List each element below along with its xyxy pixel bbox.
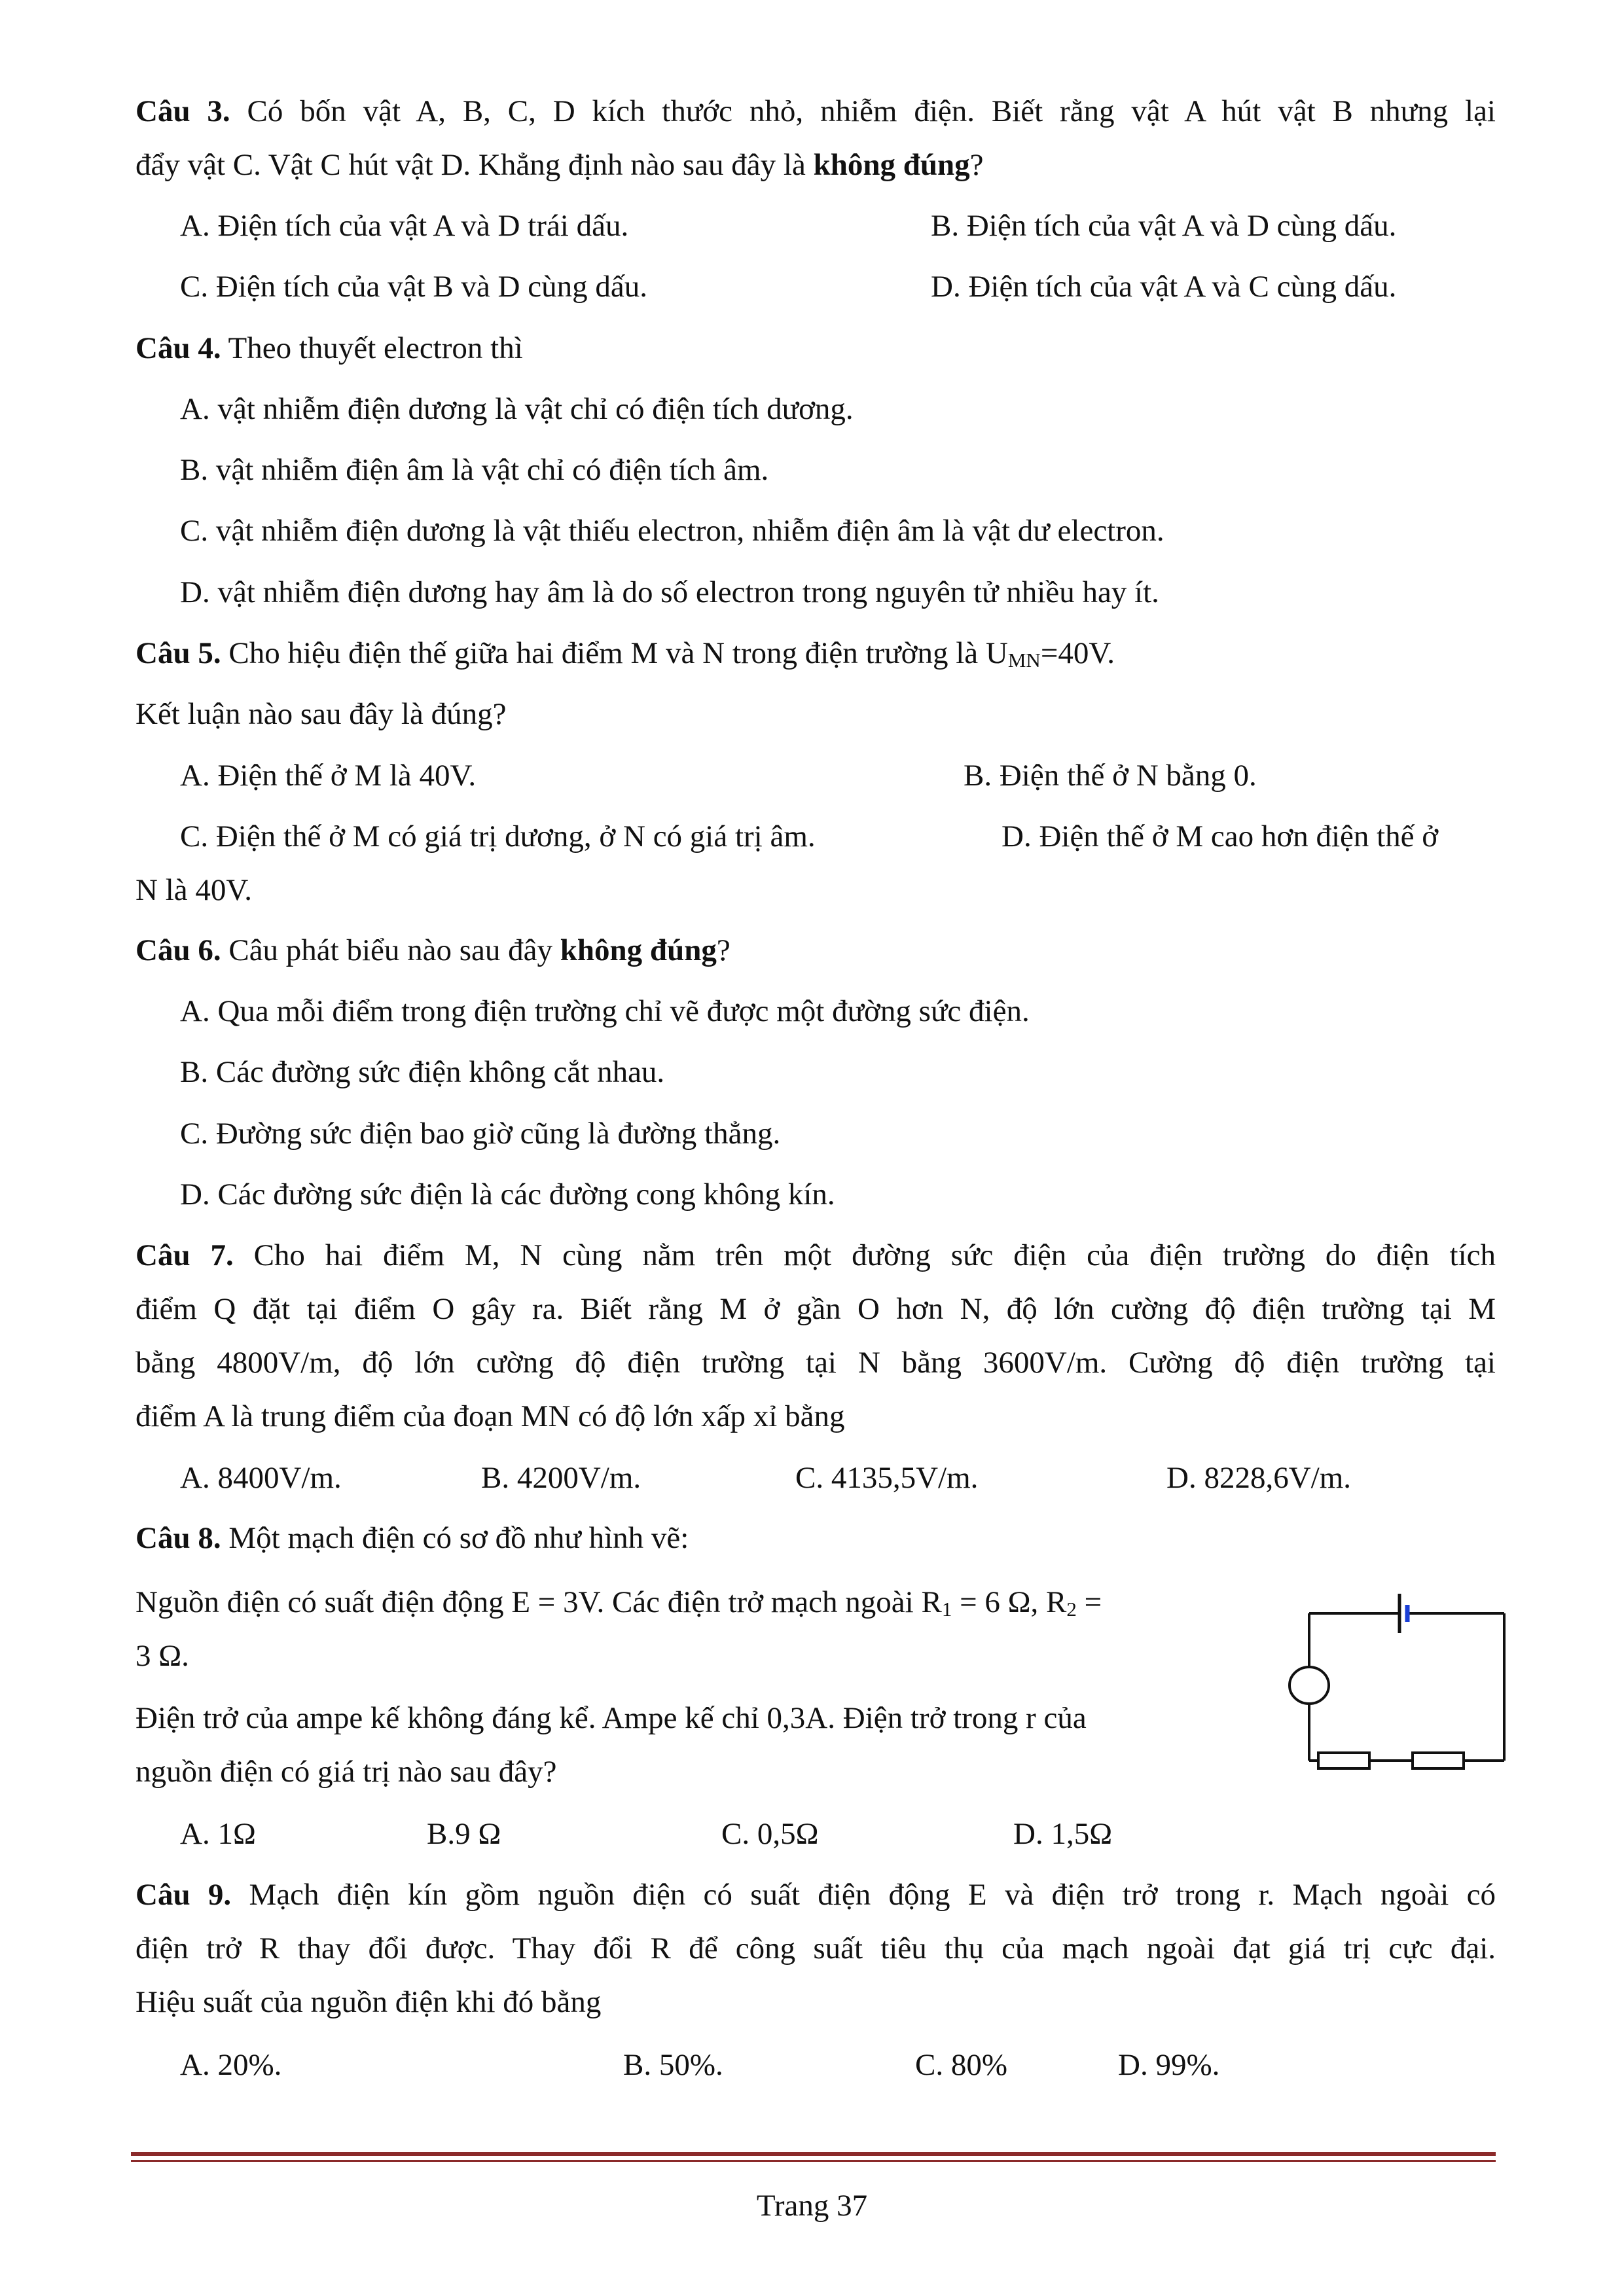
q8-stem-line-3: 3 Ω. [135, 1639, 189, 1673]
q6-option-a: A. Qua mỗi điểm trong điện trường chỉ vẽ được một đường sức điện. [180, 994, 1030, 1028]
q9-option-d: D. 99%. [1118, 2048, 1220, 2082]
q5-stem-line-2: Kết luận nào sau đây là đúng? [135, 697, 507, 731]
q8-option-b: B.9 Ω [427, 1817, 501, 1851]
ammeter-icon [1290, 1667, 1329, 1704]
q3-option-b: B. Điện tích của vật A và D cùng dấu. [931, 209, 1397, 243]
resistor-r1-icon [1318, 1753, 1369, 1768]
q6-stem: Câu 6. Câu phát biểu nào sau đây không đúng? [135, 933, 731, 967]
q5-stem-line-1: Câu 5. Cho hiệu điện thế giữa hai điểm M và N trong điện trường là UMN=40V. [135, 636, 1115, 672]
q6-option-b: B. Các đường sức điện không cắt nhau. [180, 1055, 665, 1089]
q4-option-b: B. vật nhiễm điện âm là vật chỉ có điện tích âm. [180, 453, 769, 487]
q8-stem-line-2: Nguồn điện có suất điện động E = 3V. Các điện trở mạch ngoài R1 = 6 Ω, R2 = [135, 1585, 1102, 1621]
q3-stem-line-2: đẩy vật C. Vật C hút vật D. Khẳng định nào sau đây là không đúng? [135, 148, 984, 182]
q8-stem-line-4: Điện trở của ampe kế không đáng kể. Ampe kế chỉ 0,3A. Điện trở trong r của [135, 1701, 1087, 1735]
q9-stem-line-2: điện trở R thay đổi được. Thay đổi R để công suất tiêu thụ của mạch ngoài đạt giá trị cực đại. [135, 1931, 1496, 1965]
q3-option-c: C. Điện tích của vật B và D cùng dấu. [180, 270, 647, 304]
q4-option-c: C. vật nhiễm điện dương là vật thiếu electron, nhiễm điện âm là vật dư electron. [180, 514, 1164, 548]
q6-option-d: D. Các đường sức điện là các đường cong không kín. [180, 1177, 835, 1211]
q7-stem-line-1: Câu 7. Cho hai điểm M, N cùng nằm trên một đường sức điện của điện trường do điện tích [135, 1238, 1496, 1272]
footer-rule-thick [131, 2152, 1496, 2156]
circuit-diagram [1276, 1568, 1519, 1790]
q8-option-c: C. 0,5Ω [721, 1817, 819, 1851]
q3-option-a: A. Điện tích của vật A và D trái dấu. [180, 209, 629, 243]
q7-option-b: B. 4200V/m. [481, 1461, 641, 1495]
page-number: Trang 37 [756, 2189, 868, 2223]
q7-option-d: D. 8228,6V/m. [1166, 1461, 1351, 1495]
q8-option-a: A. 1Ω [180, 1817, 256, 1851]
q9-option-c: C. 80% [915, 2048, 1007, 2082]
q8-stem-line-1: Câu 8. Một mạch điện có sơ đồ như hình vẽ: [135, 1521, 689, 1555]
q5-option-a: A. Điện thế ở M là 40V. [180, 759, 477, 793]
q5-option-b: B. Điện thế ở N bằng 0. [964, 759, 1257, 793]
q8-stem-line-5: nguồn điện có giá trị nào sau đây? [135, 1755, 557, 1789]
q4-option-a: A. vật nhiễm điện dương là vật chỉ có điện tích dương. [180, 392, 854, 426]
q5-option-d-line-1: D. Điện thế ở M cao hơn điện thế ở [1001, 819, 1439, 853]
q7-option-c: C. 4135,5V/m. [795, 1461, 979, 1495]
q7-stem-line-4: điểm A là trung điểm của đoạn MN có độ lớn xấp xỉ bằng [135, 1399, 845, 1433]
q7-stem-line-2: điểm Q đặt tại điểm O gây ra. Biết rằng M ở gần O hơn N, độ lớn cường độ điện trường tại M [135, 1292, 1496, 1326]
q9-option-b: B. 50%. [623, 2048, 723, 2082]
q4-stem: Câu 4. Theo thuyết electron thì [135, 331, 523, 365]
q9-stem-line-3: Hiệu suất của nguồn điện khi đó bằng [135, 1985, 602, 2019]
q4-option-d: D. vật nhiễm điện dương hay âm là do số electron trong nguyên tử nhiều hay ít. [180, 575, 1159, 609]
q9-stem-line-1: Câu 9. Mạch điện kín gồm nguồn điện có suất điện động E và điện trở trong r. Mạch ngoài có [135, 1878, 1496, 1912]
q9-option-a: A. 20%. [180, 2048, 282, 2082]
resistor-r2-icon [1413, 1753, 1464, 1768]
q6-option-c: C. Đường sức điện bao giờ cũng là đường thẳng. [180, 1117, 781, 1151]
footer-rule-thin [131, 2160, 1496, 2162]
q7-stem-line-3: bằng 4800V/m, độ lớn cường độ điện trường tại N bằng 3600V/m. Cường độ điện trường tại [135, 1346, 1496, 1380]
q7-option-a: A. 8400V/m. [180, 1461, 342, 1495]
q5-option-d-line-2: N là 40V. [135, 873, 252, 907]
q3-stem-line-1: Câu 3. Có bốn vật A, B, C, D kích thước nhỏ, nhiễm điện. Biết rằng vật A hút vật B nhưng lại [135, 94, 1496, 128]
q3-option-d: D. Điện tích của vật A và C cùng dấu. [931, 270, 1397, 304]
q8-option-d: D. 1,5Ω [1013, 1817, 1113, 1851]
q5-option-c: C. Điện thế ở M có giá trị dương, ở N có giá trị âm. [180, 819, 816, 853]
